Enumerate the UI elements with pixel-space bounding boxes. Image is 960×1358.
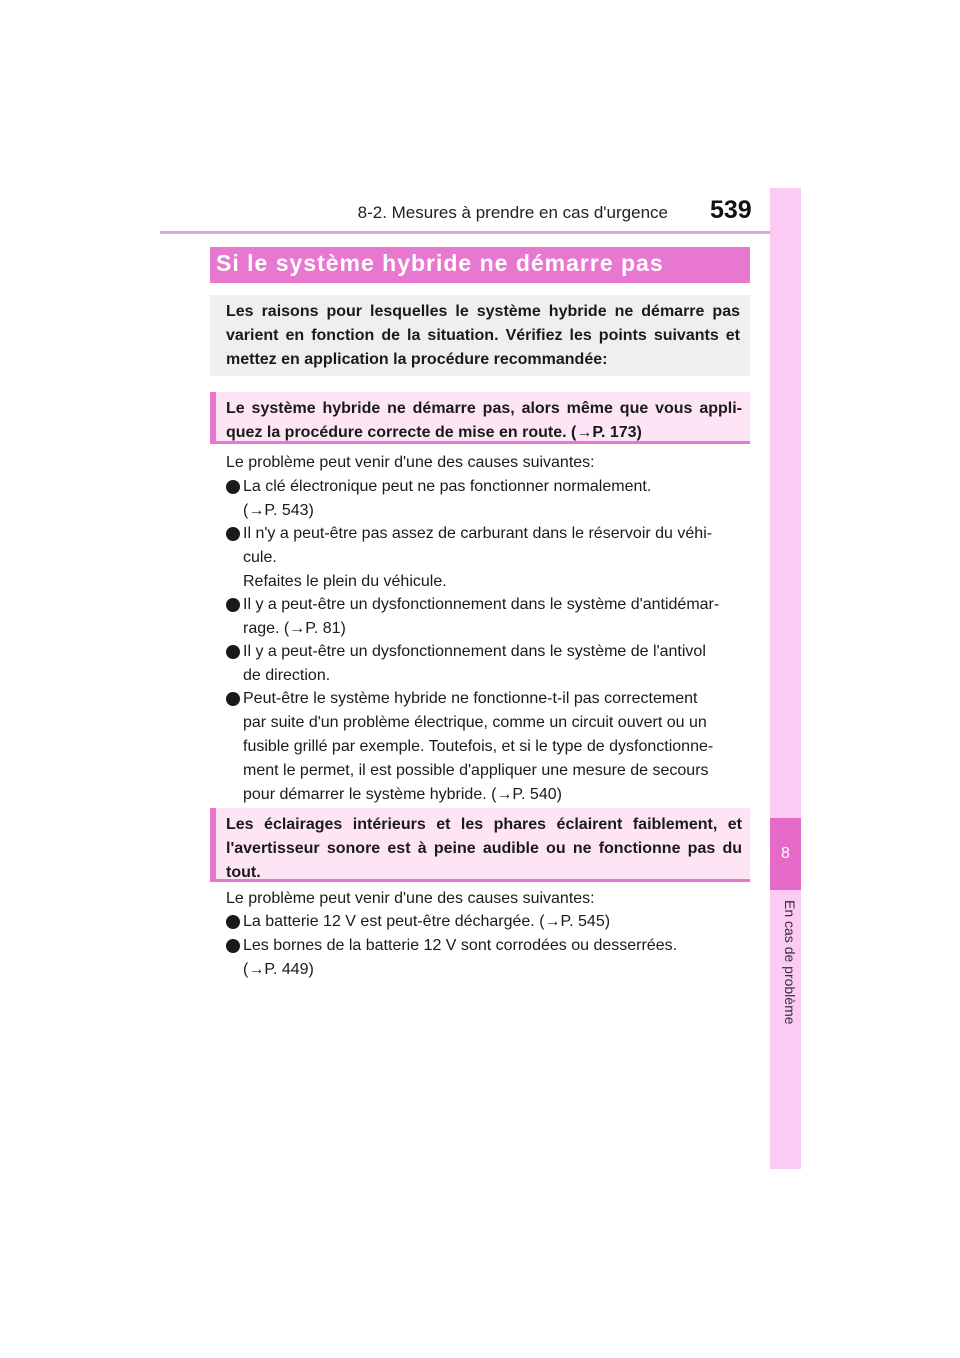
bullet-text: cule. [243, 549, 277, 566]
bullet-text: Peut-être le système hybride ne fonctionne-t-il pas correctement [243, 690, 698, 707]
section-lead: Le problème peut venir d'une des causes suivantes: [226, 454, 595, 471]
bullet-text: (→P. 543) [243, 502, 314, 519]
section-heading-box [210, 808, 750, 882]
bullet-text: rage. (→P. 81) [243, 620, 346, 637]
header-rule [160, 231, 800, 234]
bullet-icon [226, 692, 240, 706]
bullet-text: pour démarrer le système hybride. (→P. 540) [243, 786, 562, 803]
bullet-text: par suite d'un problème électrique, comme un circuit ouvert ou un [243, 714, 707, 731]
section-heading: Le système hybride ne démarre pas, alors même que vous appli-quez la procédure correcte de mise en route. (→P. 173) [226, 400, 742, 441]
chapter-number-badge: 8 [770, 818, 801, 890]
bullet-text: Refaites le plein du véhicule. [243, 573, 447, 590]
bullet-text: Il y a peut-être un dysfonctionnement dans le système de l'antivol [243, 643, 706, 660]
bullet-text: de direction. [243, 667, 331, 684]
bullet-text: La batterie 12 V est peut-être déchargée. (→P. 545) [243, 913, 611, 930]
section-heading-box [210, 392, 750, 444]
section-heading: Les éclairages intérieurs et les phares éclairent faiblement, et l'avertisseur sonore est à peine audible ou ne fonctionne pas du tout. [226, 816, 742, 881]
bullet-text: ment le permet, il est possible d'appliquer une mesure de secours [243, 762, 709, 779]
page-number: 539 [710, 196, 752, 224]
bullet-text: Les bornes de la batterie 12 V sont corrodées ou desserrées. [243, 937, 678, 954]
bullet-icon [226, 915, 240, 929]
chapter-label: En cas de problème [782, 900, 798, 1025]
bullet-text: fusible grillé par exemple. Toutefois, et si le type de dysfonctionne- [243, 738, 714, 755]
bullet-icon [226, 480, 240, 494]
page-title: Si le système hybride ne démarre pas [216, 250, 664, 276]
bullet-text: Il y a peut-être un dysfonctionnement dans le système d'antidémar- [243, 596, 720, 613]
bullet-text: La clé électronique peut ne pas fonctionner normalement. [243, 478, 652, 495]
bullet-icon [226, 645, 240, 659]
bullet-text: Il n'y a peut-être pas assez de carburant dans le réservoir du véhi- [243, 525, 713, 542]
bullet-icon [226, 939, 240, 953]
bullet-icon [226, 527, 240, 541]
bullet-icon [226, 598, 240, 612]
running-header: 8-2. Mesures à prendre en cas d'urgence [357, 203, 668, 222]
bullet-text: (→P. 449) [243, 961, 314, 978]
section-lead: Le problème peut venir d'une des causes suivantes: [226, 890, 595, 907]
intro-text: Les raisons pour lesquelles le système hybride ne démarre pas varient en fonction de la situation. Vérifiez les points suivants et mettez en application la procédure recommandée: [226, 303, 740, 368]
